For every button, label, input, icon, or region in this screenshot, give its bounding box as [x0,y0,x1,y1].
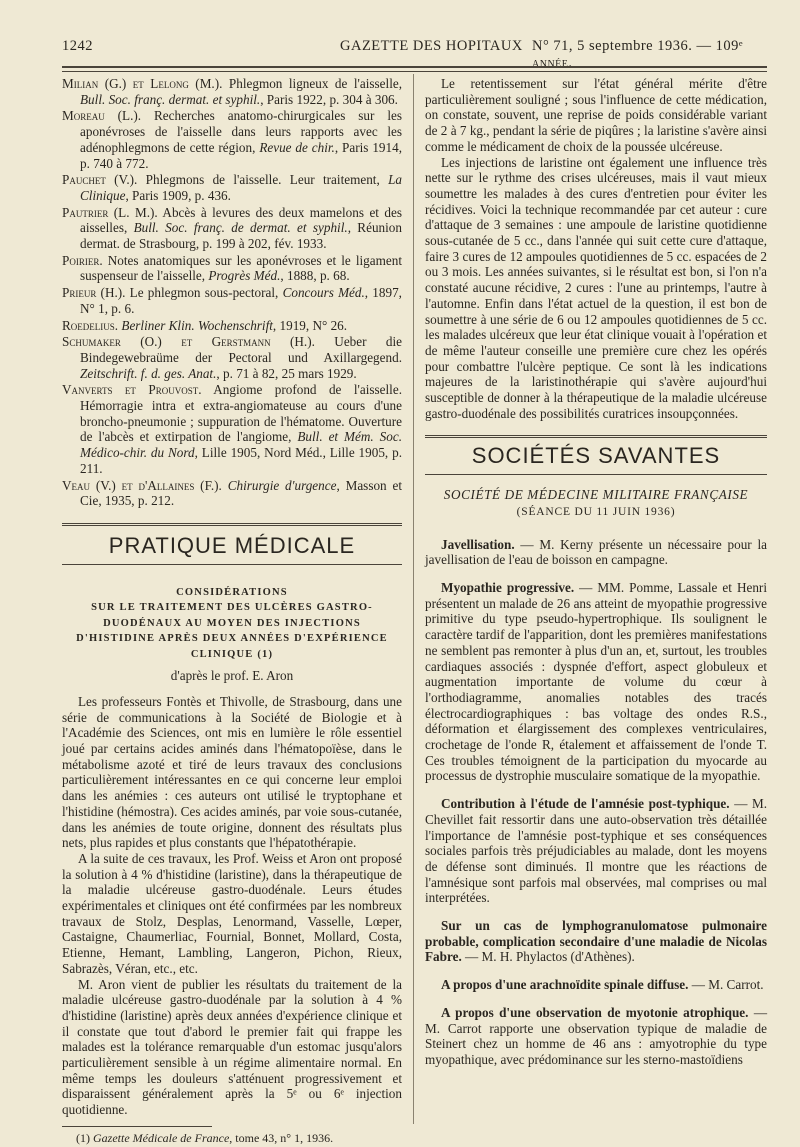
reference-tail: , 1919, N° 26. [272,317,348,333]
reference-tail: , Masson et Cie, 1935, p. 212. [80,477,402,509]
reference-author: Milian (G.) et Lelong (M.). [62,76,223,91]
section-rule [62,523,402,526]
seance-date: (SÉANCE DU 11 JUIN 1936) [516,505,676,518]
section-rule [425,435,767,438]
reference-tail: , Lille 1905, Nord Méd., Lille 1905, p. 211. [80,445,403,476]
section-title-societes: SOCIÉTÉS SAVANTES [471,443,721,469]
footnote-number: (1) [76,1130,90,1145]
reference-item [62,205,402,252]
communication-item [425,537,767,568]
reference-item [62,285,402,316]
footnote-tail: , tome 43, n° 1, 1936. [229,1130,334,1145]
reference-item [62,478,402,509]
communication-text: — MM. Pomme, Lassale et Henri présentent un malade de 26 ans atteint de myopathie progressive primitive du type pseudo-hypertrophique. Ils soulignent le caractère tardif de l'apparition, dont les premières manifestations ne semblent pas remonter à plus d'un an, et, surtout, les troubles cardiaques associés : dyspnée d'effort, aspect globuleux et augmentation importante de volume du cœur à l'orthodiagramme, anomalies notables des tracés électrocardiographiques : bas voltage des ondes R.S., déformation et élargissement des complexes ventriculaires, crochetage de l'onde R, étalement et affaissement de l'onde T. Ces troubles témoignent de la participation du myocarde au processus de dystrophie musculaire somatique de la myopathie. [425,579,767,784]
reference-tail: , Réunion dermat. de Strasbourg, p. 199 à 202, fév. 1933. [80,220,402,252]
reference-text: Notes anatomiques sur les aponévroses et le ligament suspenseur de l'aisselle, [80,252,402,284]
reference-source: Bull. et Mém. Soc. Médico-chir. du Nord [80,429,402,461]
references-list [62,76,402,509]
journal-title: GAZETTE DES HOPITAUX [340,38,523,54]
section-rule-thin [425,474,767,475]
reference-tail: , p. 71 à 82, 25 mars 1929. [216,365,357,381]
communication-title: Contribution à l'étude de l'amnésie post-typhique. [441,796,730,812]
communication-title: Sur un cas de lymphogranulomatose pulmonaire probable, complication secondaire d'une maladie de Nicolas Fabre. [425,918,767,965]
left-column [62,76,402,1147]
reference-item [62,108,402,171]
reference-tail: , Paris 1922, p. 304 à 306. [260,91,398,107]
reference-source: Bull. Soc. franç. dermat. et syphil. [80,91,261,107]
article-author: d'après le prof. E. Aron [170,668,294,684]
society-name: SOCIÉTÉ DE MÉDECINE MILITAIRE FRANÇAISE [443,487,749,503]
reference-tail: , Paris 1909, p. 436. [125,187,231,203]
header-rule-thin [62,71,767,72]
communication-item [425,796,767,906]
article-paragraph: M. Aron vient de publier les résultats du traitement de la maladie ulcéreuse gastro-duodénale par la solution à 4 % d'histidine (laristine) après deux années d'expérience clinique et il constate que tout d'abord le premier fait qui frappe les malades est la tolérance remarquable d'un estomac jusqu'alors particulièrement sensible à un régime alimentaire normal. En même temps les douleurs s'atténuent progressivement et disparaissent généralement après la 5ᵉ ou 6ᵉ injection quotidienne. [62,976,402,1118]
reference-item [62,382,402,476]
communication-item [425,1005,767,1068]
page-number: 1242 [62,38,93,54]
header-rule [62,66,767,68]
reference-tail: , 1897, N° 1, p. 6. [80,285,402,316]
communication-title: A propos d'une arachnoïdite spinale diffuse. [441,977,689,993]
section-rule-thin [62,564,402,565]
reference-author: Moreau (L.). [62,108,142,124]
reference-tail: , 1888, p. 68. [280,268,350,284]
footnote [76,1131,402,1147]
communication-item [425,918,767,965]
page-header [62,38,762,71]
reference-item [62,253,402,284]
communication-title: A propos d'une observation de myotonie atrophique. [441,1004,749,1020]
reference-item [62,76,402,107]
reference-source: Revue de chir. [259,139,335,155]
communication-text: — M. Chevillet fait ressortir dans une auto-observation très détaillée l'importance de l'amnésie post-typhique et ses conséquences sociales parfois très préjudiciables au malade, dont les moyens de défense sont diminués. Il montre que les réactions de l'amnésique sont parfois mal observées, mal comprises ou mal interprétées. [425,796,767,906]
reference-text: Phlegmons de l'aisselle. Leur traitement, [137,172,389,188]
reference-author: Vanverts et Prouvost. [62,382,202,398]
reference-source: Bull. Soc. franç. de dermat. et syphil. [133,220,348,236]
reference-source: Progrès Méd. [208,268,281,284]
reference-source: Zeitschrift. f. d. ges. Anat. [80,365,217,381]
issue-date-text: N° 71, 5 septembre 1936. — 109ᵉ [532,38,744,54]
communication-item [425,580,767,784]
article-paragraph: Les injections de laristine ont également une influence très nette sur le rythme des crises ulcéreuses, mais il vaut mieux soumettre les malades à des cures d'entretien pour éviter les récidives. Voici la technique recommandée par cet auteur : cure d'attaque de 3 semaines : une ampoule de laristine quotidienne sous-cutanée de 5 cc., dans l'année qui suit cette cure d'attaque, faire 3 cures de 12 ampoules quotidiennes de 5 cc. espacées de 2 ou 3 mois. Les années suivantes, si le résultat est bon, si l'on n'a constaté aucune récidive, 2 cures : l'une au printemps, l'autre à l'automne. Enfin dans l'état actuel de la question, il est bon de soumettre à une série de 6 ou 12 ampoules quotidiennes de 5 cc. les malades ulcéreux que leur état clinique vouait à l'opération et de même l'auteur conseille une première cure chez les opérés pour combattre l'ulcère peptique. Ce sont là les indications majeures de la laristinothérapie qui s'avère aujourd'hui susceptible de donner à la thérapeutique de la maladie ulcéreuse gastro-duodénale des possibilités curatrices insoupçonnées. [425,154,767,421]
article-paragraph: Les professeurs Fontès et Thivolle, de Strasbourg, dans une série de communications à la Société de Biologie et à l'Académie des Sciences, ont mis en lumière le rôle essentiel joué par certains acides aminés dans l'hématopoïèse, dans le métabolisme azoté et tiré de leurs travaux des conclusions particulièrement intéressantes en ce qui concerne leur emploi dans les anémies : ces auteurs ont utilisé le tryptophane et l'histidine (hémostra). Ces acides aminés, par voie sous-cutanée, dans les anémies de toute origine, donnent des résultats plus nets, plus rapides et plus constants que l'hépatothérapie. [62,693,402,851]
column-divider [413,74,414,1124]
reference-author: Prieur (H.). [62,285,126,301]
reference-item [62,334,402,381]
reference-tail: , Paris 1914, p. 740 à 772. [80,139,403,171]
reference-author: Poirier. [62,252,103,268]
communication-text: — M. Carrot. [688,977,764,993]
communication-text: — M. H. Phylactos (d'Athènes). [461,949,635,965]
right-column [425,76,767,1080]
reference-author: Veau (V.) et d'Allaines (F.). [62,477,222,493]
footnote-rule [62,1126,212,1127]
reference-author: Pauchet (V.). [62,172,138,188]
reference-source: La Clinique [80,172,402,203]
annee-label: année. [532,55,573,71]
reference-item [62,318,402,334]
reference-author: Roedelius. [62,317,119,333]
article-subtitle: SUR LE TRAITEMENT DES ULCÈRES GASTRO-DUODÉNAUX AU MOYEN DES INJECTIONS D'HISTIDINE APRÈS DEUX ANNÉES D'EXPÉRIENCE CLINIQUE (1) [76,602,388,660]
reference-source: Berliner Klin. Wochenschrift [121,317,273,333]
reference-source: Concours Méd. [282,285,365,301]
footnote-source: Gazette Médicale de France [93,1130,230,1145]
communication-title: Myopathie progressive. [441,579,575,595]
reference-source: Chirurgie d'urgence [227,477,337,493]
reference-text: Recherches anatomo-chirurgicales sur les aponévroses de l'aisselle dans leurs rapports avec les adénophlegmons de cette région, [80,108,402,155]
communication-title: Javellisation. [441,536,515,552]
reference-author: Schumaker (O.) et Gerstmann (H.). [62,334,315,350]
communications-list [425,537,767,1068]
reference-text: Phlegmon ligneux de l'aisselle, [222,76,403,91]
reference-text: Ueber die Bindegewebraüme der Pectoral und Axillargegend. [80,334,402,365]
article-paragraph: A la suite de ces travaux, les Prof. Weiss et Aron ont proposé la solution à 4 % d'histidine (laristine), dans la thérapeutique de la maladie ulcéreuse gastro-duodénale. Leurs études expérimentales et cliniques ont été confirmées par les nombreux travaux de Stolz, Desplas, Lenormand, Vasselle, Lœper, Castaigne, Chaumerliac, Fournial, Bonnet, Mollard, Costa, Etienne, Hemant, Lambling, Langeron, Pichon, Rieux, Sabrazès, Véran, etc., etc. [62,850,402,976]
communication-item [425,977,767,993]
reference-text: Abcès à levures des deux mamelons et des aisselles, [80,204,402,236]
article-heading [62,585,402,663]
communication-text: — M. Carrot rapporte une observation typique de maladie de Steinert chez un homme de 46 ans : amyotrophie du type myopathique, avec prédominance sur les sterno-mastoïdiens [425,1004,767,1067]
reference-item [62,172,402,203]
reference-text: Angiome profond de l'aisselle. Hémorragie intra et extra-angiomateuse au cours d'une broncho-pneumonie ; suppuration de l'hématome. Ouverture de l'abcès et extirpation de l'angiome, [80,382,402,445]
article-title: CONSIDÉRATIONS [176,586,288,598]
reference-author: Pautrier (L. M.). [62,204,158,220]
reference-text: Le phlegmon sous-pectoral, [125,285,283,301]
communication-text: — M. Kerny présente un nécessaire pour la javellisation de l'eau de boisson en campagne. [425,536,767,568]
section-title-pratique: PRATIQUE MÉDICALE [108,532,356,558]
article-paragraph: Le retentissement sur l'état général mérite d'être particulièrement souligné ; sous l'influence de cette médication, on constate, souvent, une reprise de poids considérable variant de 2 à 7 kg., pendant la série de piqûres ; la laristine s'avère ainsi comme le médicament de choix de la poussée ulcéreuse. [425,76,767,154]
